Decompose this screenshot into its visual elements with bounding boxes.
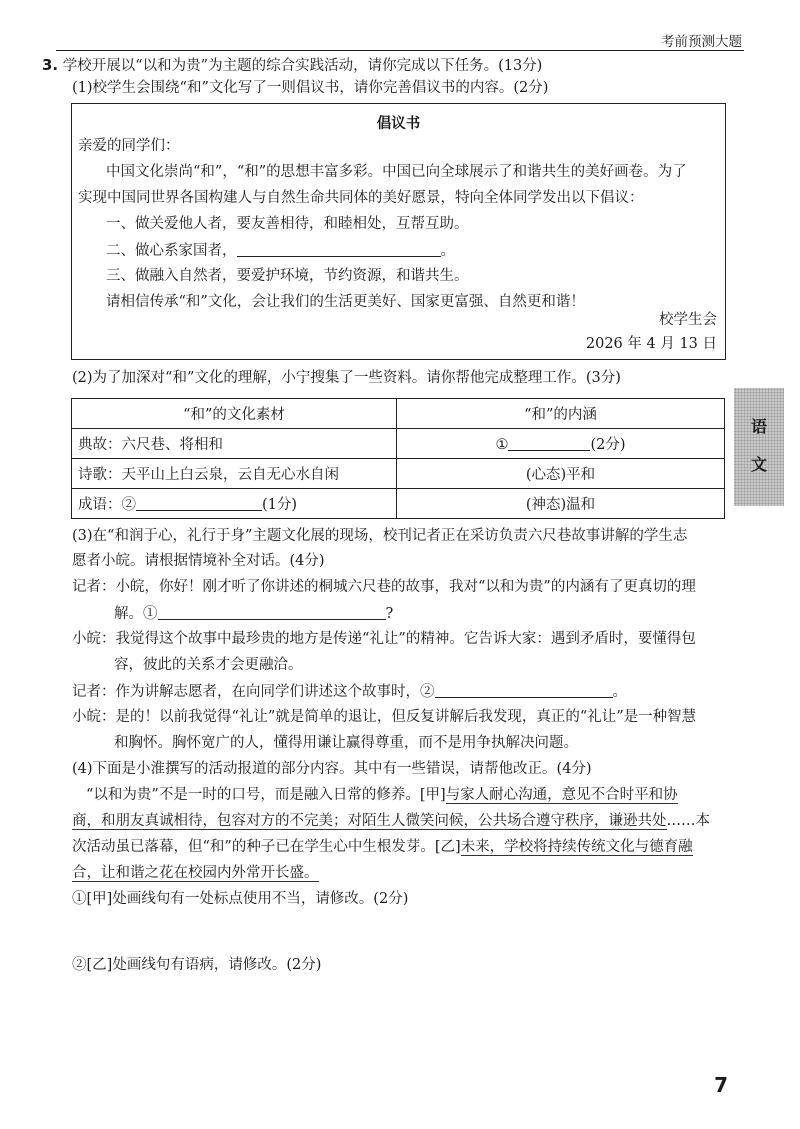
answer-blank[interactable] xyxy=(136,496,262,511)
subject-tab xyxy=(734,388,784,506)
underlined-sentence-jia: 与家人耐心沟通，意见不合时平和协 xyxy=(445,787,678,803)
col-header-meaning: “和”的内涵 xyxy=(397,399,725,429)
proposal-letter-box xyxy=(71,103,726,360)
dialogue-reporter-1-cont: 解。① ? xyxy=(114,606,394,622)
answer-blank[interactable] xyxy=(508,436,590,451)
table-row xyxy=(72,459,725,489)
part1-prompt: (1)校学生会围绕“和”文化写了一则倡议书，请你完善倡议书的内容。(2分) xyxy=(72,80,549,96)
letter-item-2: 二、做心系家国者， 。 xyxy=(106,243,455,259)
part3-prompt-line-2: 愿者小皖。请根据情境补全对话。(4分) xyxy=(72,553,325,569)
letter-salutation: 亲爱的同学们： xyxy=(78,138,180,154)
dialogue-xiaowan-2: 小皖：是的！以前我觉得“礼让”就是简单的退让，但反复讲解后我发现，真正的“礼让”是一种智慧 xyxy=(72,709,697,725)
header-rule xyxy=(56,50,744,51)
table-row xyxy=(72,489,725,519)
part4-subquestion-2: ②[乙]处画线句有语病，请修改。(2分) xyxy=(72,957,322,973)
table-header-row xyxy=(72,399,725,429)
dialogue-xiaowan-2-cont: 和胸怀。胸怀宽广的人，懂得用谦让赢得尊重，而不是用争执解决问题。 xyxy=(114,735,578,751)
letter-item-3: 三、做融入自然者，要爱护环境，节约资源，和谐共生。 xyxy=(106,268,469,284)
underlined-sentence-yi: 合，让和谐之花在校园内外常开长盛。 xyxy=(72,865,319,881)
letter-intro-line-2: 实现中国同世界各国构建人与自然生命共同体的美好愿景，特向全体同学发出以下倡议： xyxy=(78,190,644,206)
subject-tab-char: 语 xyxy=(750,417,767,436)
dialogue-reporter-1: 记者：小皖，你好！刚才听了你讲述的桐城六尺巷的故事，我对“以和为贵”的内涵有了更真切的理 xyxy=(72,579,696,595)
report-line-2: 商，和朋友真诚相待，包容对方的不完美；对陌生人微笑问候，公共场合遵守秩序，谦逊共处……本 xyxy=(72,813,710,829)
part3-prompt-line-1: (3)在“和润于心，礼行于身”主题文化展的现场，校刊记者正在采访负责六尺巷故事讲解的学生志 xyxy=(72,528,688,544)
answer-blank[interactable] xyxy=(435,683,613,698)
letter-signer: 校学生会 xyxy=(659,312,717,328)
answer-blank[interactable] xyxy=(158,605,386,620)
cell-material: 成语：② (1分) xyxy=(72,489,397,519)
cell-material: 诗歌：天平山上白云泉，云自无心水自闲 xyxy=(72,459,397,489)
cell-material: 典故：六尺巷、将相和 xyxy=(72,429,397,459)
question-number: 3. xyxy=(42,56,59,74)
answer-space-2[interactable] xyxy=(72,980,722,1060)
answer-blank[interactable] xyxy=(237,242,441,257)
dialogue-xiaowan-1: 小皖：我觉得这个故事中最珍贵的地方是传递“礼让”的精神。它告诉大家：遇到矛盾时，要懂得包 xyxy=(72,631,696,647)
part4-subquestion-1: ①[甲]处画线句有一处标点使用不当，请修改。(2分) xyxy=(72,891,409,907)
material-table xyxy=(71,398,725,519)
underlined-sentence-yi: 未来，学校将持续传统文化与德育融 xyxy=(460,839,693,855)
letter-closing: 请相信传承“和”文化，会让我们的生活更美好、国家更富强、自然更和谐！ xyxy=(106,294,585,310)
part2-prompt: (2)为了加深对“和”文化的理解，小宁搜集了一些资料。请你帮他完成整理工作。(3分) xyxy=(72,370,621,386)
cell-meaning: ① (2分) xyxy=(397,429,725,459)
running-header: 考前预测大题 xyxy=(661,34,742,50)
part4-prompt: (4)下面是小淮撰写的活动报道的部分内容。其中有一些错误，请帮他改正。(4分) xyxy=(72,761,592,777)
report-line-4 xyxy=(72,865,319,882)
dialogue-xiaowan-1-cont: 容，彼此的关系才会更融洽。 xyxy=(114,657,303,673)
report-line-1: “以和为贵”不是一时的口号，而是融入日常的修养。[甲]与家人耐心沟通，意见不合时平和协 xyxy=(86,787,678,803)
question-stem: 3. 学校开展以“以和为贵”为主题的综合实践活动，请你完成以下任务。(13分) xyxy=(42,56,543,74)
page-number: 7 xyxy=(714,1073,728,1097)
table-row xyxy=(72,429,725,459)
subject-tab-char: 文 xyxy=(750,455,767,474)
cell-meaning: (心态)平和 xyxy=(397,459,725,489)
cell-meaning: (神态)温和 xyxy=(397,489,725,519)
dialogue-reporter-2: 记者：作为讲解志愿者，在向同学们讲述这个故事时，② 。 xyxy=(72,684,627,700)
underlined-sentence-jia: 商，和朋友真诚相待，包容对方的不完美；对陌生人微笑问候，公共场合遵守秩序，谦逊共处 xyxy=(72,813,667,829)
letter-date: 2026 年 4 月 13 日 xyxy=(585,336,717,352)
answer-space-1[interactable] xyxy=(72,912,722,954)
letter-title: 倡议书 xyxy=(376,115,421,132)
letter-intro-line-1: 中国文化崇尚“和”，“和”的思想丰富多彩。中国已向全球展示了和谐共生的美好画卷。为了 xyxy=(106,164,687,180)
col-header-material: “和”的文化素材 xyxy=(72,399,397,429)
letter-item-1: 一、做关爱他人者，要友善相待，和睦相处，互帮互助。 xyxy=(106,216,469,232)
report-line-3: 次活动虽已落幕，但“和”的种子已在学生心中生根发芽。[乙]未来，学校将持续传统文化与德育融 xyxy=(72,839,693,855)
